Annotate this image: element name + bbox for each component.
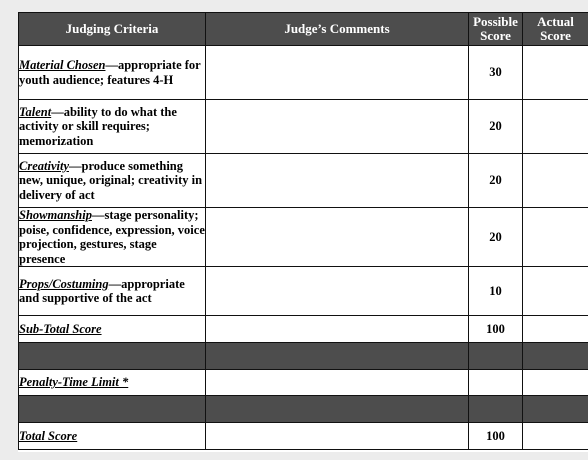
subtotal-label: Sub-Total Score bbox=[19, 321, 102, 336]
criteria-cell bbox=[19, 154, 206, 208]
header-possible-line1: Possible bbox=[473, 14, 518, 29]
subtotal-label-cell bbox=[19, 316, 206, 343]
penalty-label: Penalty-Time Limit * bbox=[19, 375, 129, 390]
criteria-cell bbox=[19, 46, 206, 100]
total-possible-score: 100 bbox=[469, 423, 523, 450]
criteria-term: Creativity bbox=[19, 158, 69, 173]
penalty-actual-score[interactable] bbox=[523, 370, 588, 396]
divider-row bbox=[19, 396, 588, 423]
divider-cell bbox=[523, 343, 588, 370]
criteria-description: —stage personality; poise, confidence, expression, voice projection, gestures, stage presence bbox=[19, 208, 205, 266]
subtotal-row bbox=[19, 316, 588, 343]
comments-cell[interactable] bbox=[206, 154, 469, 208]
divider-cell bbox=[206, 396, 469, 423]
criteria-term: Talent bbox=[19, 104, 52, 119]
criteria-row-props-costuming bbox=[19, 267, 588, 316]
actual-score-cell[interactable] bbox=[523, 46, 588, 100]
divider-row bbox=[19, 343, 588, 370]
divider-cell bbox=[469, 343, 523, 370]
penalty-row bbox=[19, 370, 588, 396]
possible-score-cell: 20 bbox=[469, 100, 523, 154]
criteria-cell bbox=[19, 208, 206, 267]
subtotal-actual-score[interactable] bbox=[523, 316, 588, 343]
comments-cell[interactable] bbox=[206, 423, 469, 450]
criteria-description: —produce something new, unique, original; creativity in delivery of act bbox=[19, 158, 203, 202]
divider-cell bbox=[469, 396, 523, 423]
total-label: Total Score bbox=[19, 428, 78, 443]
total-label-cell bbox=[19, 423, 206, 450]
possible-score-cell: 20 bbox=[469, 154, 523, 208]
header-possible-score bbox=[469, 13, 523, 46]
divider-cell bbox=[523, 396, 588, 423]
possible-score-cell: 10 bbox=[469, 267, 523, 316]
header-row bbox=[19, 13, 588, 46]
criteria-row-talent bbox=[19, 100, 588, 154]
penalty-label-cell bbox=[19, 370, 206, 396]
comments-cell[interactable] bbox=[206, 100, 469, 154]
criteria-row-material-chosen bbox=[19, 46, 588, 100]
header-actual-line2: Score bbox=[540, 28, 571, 43]
criteria-row-showmanship bbox=[19, 208, 588, 267]
divider-cell bbox=[206, 343, 469, 370]
criteria-cell bbox=[19, 267, 206, 316]
total-actual-score[interactable] bbox=[523, 423, 588, 450]
possible-score-cell: 20 bbox=[469, 208, 523, 267]
header-judging-criteria: Judging Criteria bbox=[19, 13, 206, 46]
header-actual-line1: Actual bbox=[537, 14, 574, 29]
comments-cell[interactable] bbox=[206, 370, 469, 396]
criteria-description: —ability to do what the activity or skill requires; memorization bbox=[19, 104, 177, 148]
total-row bbox=[19, 423, 588, 450]
criteria-cell bbox=[19, 100, 206, 154]
actual-score-cell[interactable] bbox=[523, 267, 588, 316]
comments-cell[interactable] bbox=[206, 46, 469, 100]
judging-score-table bbox=[18, 12, 588, 450]
comments-cell[interactable] bbox=[206, 316, 469, 343]
possible-score-cell: 30 bbox=[469, 46, 523, 100]
criteria-description: —appropriate for youth audience; features 4-H bbox=[19, 58, 201, 87]
criteria-row-creativity bbox=[19, 154, 588, 208]
actual-score-cell[interactable] bbox=[523, 208, 588, 267]
criteria-term: Showmanship bbox=[19, 208, 92, 222]
criteria-term: Props/Costuming bbox=[19, 276, 109, 291]
actual-score-cell[interactable] bbox=[523, 100, 588, 154]
divider-cell bbox=[19, 343, 206, 370]
subtotal-possible-score: 100 bbox=[469, 316, 523, 343]
header-actual-score bbox=[523, 13, 588, 46]
actual-score-cell[interactable] bbox=[523, 154, 588, 208]
criteria-term: Material Chosen bbox=[19, 58, 106, 72]
criteria-description: —appropriate and supportive of the act bbox=[19, 276, 185, 305]
header-possible-line2: Score bbox=[480, 28, 511, 43]
comments-cell[interactable] bbox=[206, 267, 469, 316]
penalty-possible-score bbox=[469, 370, 523, 396]
header-judges-comments: Judge’s Comments bbox=[206, 13, 469, 46]
comments-cell[interactable] bbox=[206, 208, 469, 267]
divider-cell bbox=[19, 396, 206, 423]
